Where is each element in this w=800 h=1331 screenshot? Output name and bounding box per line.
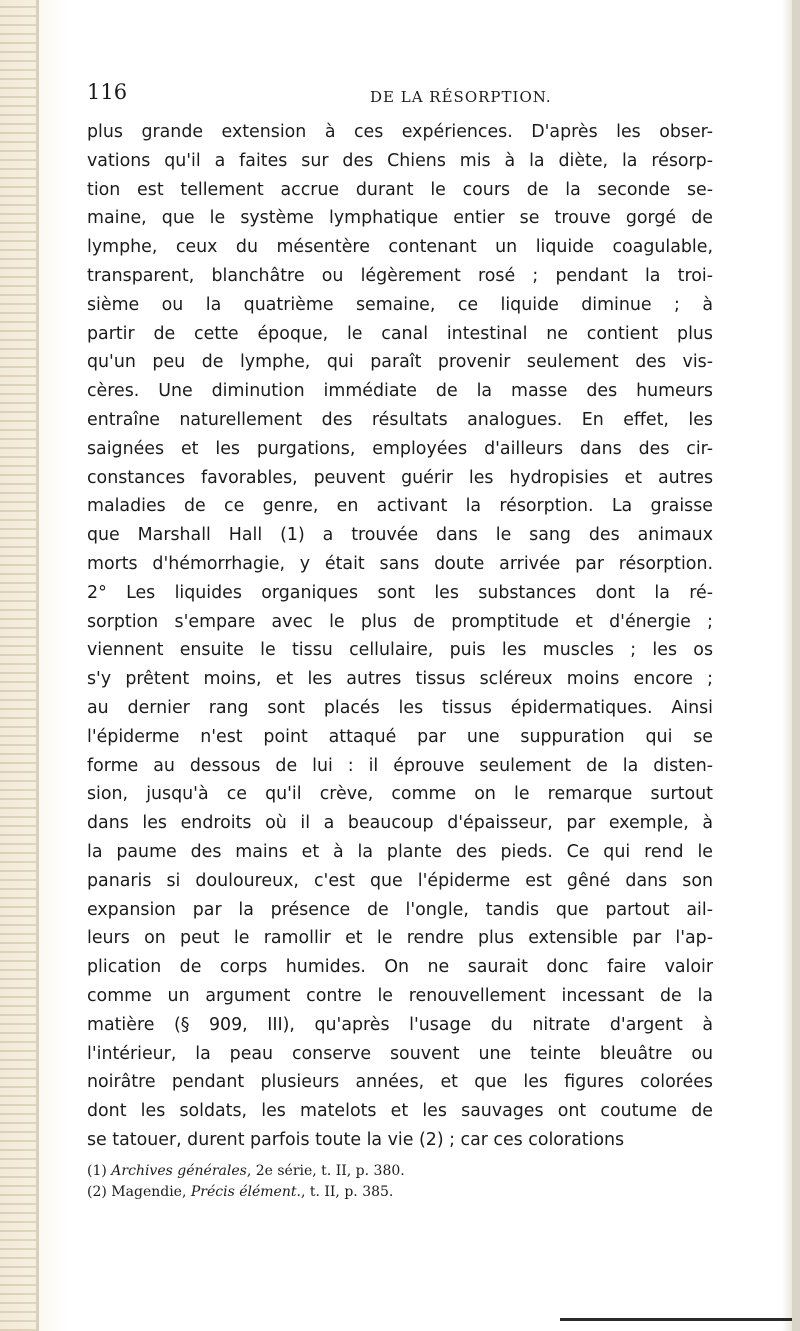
text-line: l'épiderme n'est point attaqué par une suppuration qui se [87,726,713,747]
text-line: tion est tellement accrue durant le cours de la seconde se- [87,179,713,200]
text-line: lymphe, ceux du mésentère contenant un liquide coagulable, [87,237,713,258]
text-line: au dernier rang sont placés les tissus épidermatiques. Ainsi [87,697,713,718]
book-page [80,80,720,1203]
text-line: leurs on peut le ramollir et le rendre plus extensible par l'ap- [87,928,713,949]
footnote-source-title: Précis élément. [190,1183,301,1200]
text-line: viennent ensuite le tissu cellulaire, puis les muscles ; les os [87,640,713,661]
text-line: morts d'hémorrhagie, y était sans doute arrivée par résorption. [87,553,713,574]
text-line: vations qu'il a faites sur des Chiens mis à la diète, la résorp- [87,150,713,171]
footnote-reference: , t. II, p. 385. [300,1183,394,1200]
text-line: s'y prêtent moins, et les autres tissus scléreux moins encore ; [87,669,713,690]
page-number: 116 [87,80,128,104]
text-line: panaris si douloureux, c'est que l'épiderme est gêné dans son [87,870,713,891]
text-line: la paume des mains et à la plante des pieds. Ce qui rend le [87,841,713,862]
text-line: maladies de ce genre, en activant la résorption. La graisse [87,496,713,517]
text-line: forme au dessous de lui : il éprouve seulement de la disten- [87,755,713,776]
text-line: constances favorables, peuvent guérir les hydropisies et autres [87,467,713,488]
page-right-edge [792,0,800,1331]
footnote-reference: , 2e série, t. II, p. 380. [246,1162,405,1179]
footnote-1 [87,1161,720,1182]
text-line: sorption s'empare avec le plus de promptitude et d'énergie ; [87,611,713,632]
text-line: se tatouer, durent parfois toute la vie (2) ; car ces colorations [87,1129,625,1150]
text-line: dans les endroits où il a beaucoup d'épaisseur, par exemple, à [87,813,713,834]
binding-edge [36,0,39,1331]
footnote-mark: (2) [87,1183,107,1200]
footnote-source-title: Archives générales [111,1162,247,1179]
footnotes [80,1161,720,1203]
text-line: expansion par la présence de l'ongle, tandis que partout ail- [87,899,713,920]
text-line: cères. Une diminution immédiate de la masse des humeurs [87,381,713,402]
text-line: entraîne naturellement des résultats analogues. En effet, les [87,409,713,430]
text-line: saignées et les purgations, employées d'ailleurs dans des cir- [87,438,713,459]
body-text [80,118,713,1155]
text-line: que Marshall Hall (1) a trouvée dans le sang des animaux [87,525,713,546]
text-line: plication de corps humides. On ne saurait donc faire valoir [87,957,713,978]
footnote-author: Magendie, [111,1183,187,1200]
text-line: sième ou la quatrième semaine, ce liquide diminue ; à [87,294,713,315]
text-line: l'intérieur, la peau conserve souvent une teinte bleuâtre ou [87,1043,713,1064]
text-line: plus grande extension à ces expériences. D'après les obser- [87,122,713,142]
text-line: dont les soldats, les matelots et les sauvages ont coutume de [87,1101,713,1122]
footnote-2 [87,1182,720,1203]
text-line: partir de cette époque, le canal intestinal ne contient plus [87,323,713,344]
footnote-mark: (1) [87,1162,107,1179]
text-line: transparent, blanchâtre ou légèrement rosé ; pendant la troi- [87,265,713,286]
text-line: qu'un peu de lymphe, qui paraît provenir seulement des vis- [87,352,713,373]
text-line: sion, jusqu'à ce qu'il crève, comme on le remarque surtout [87,784,713,805]
text-line: comme un argument contre le renouvellement incessant de la [87,985,713,1006]
text-line: matière (§ 909, III), qu'après l'usage du nitrate d'argent à [87,1014,713,1035]
text-line: 2° Les liquides organiques sont les substances dont la ré- [87,582,713,603]
binding-pattern [0,0,36,1331]
text-line: noirâtre pendant plusieurs années, et que les figures colorées [87,1072,713,1093]
page-edge-shadow [782,0,792,1331]
text-line: maine, que le système lymphatique entier se trouve gorgé de [87,208,713,229]
page-header [80,80,720,118]
running-title: DE LA RÉSORPTION. [370,88,552,106]
page-bottom-edge [560,1318,792,1321]
